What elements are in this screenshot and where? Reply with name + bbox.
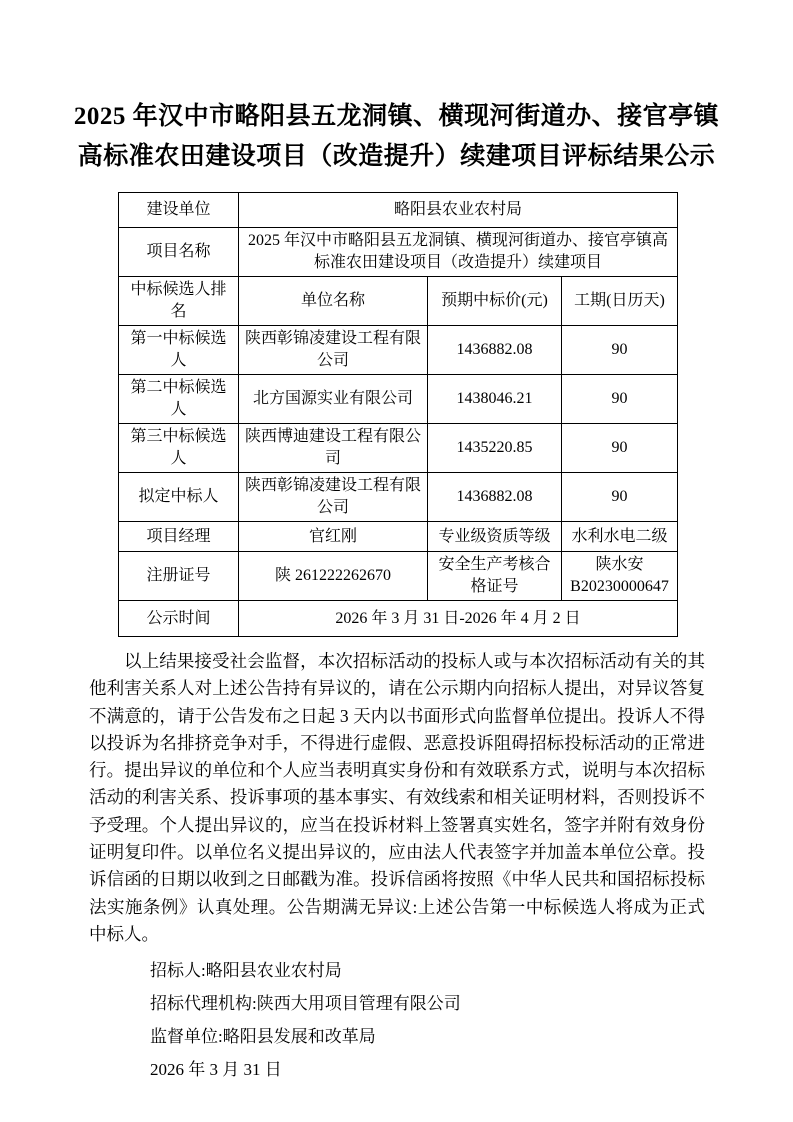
page-title-line2: 高标准农田建设项目（改造提升）续建项目评标结果公示: [77, 143, 716, 170]
row-label: 建设单位: [119, 193, 239, 228]
table-row-registration-number: [119, 552, 678, 601]
bid-result-table: [118, 192, 678, 637]
project-name-value: 2025 年汉中市略阳县五龙洞镇、横现河街道办、接官亭镇高标准农田建设项目（改造提升）续建项目: [239, 228, 678, 277]
tenderer-line: 招标人:略阳县农业农村局: [150, 961, 342, 981]
supervision-notice-paragraph: 以上结果接受社会监督，本次招标活动的投标人或与本次招标活动有关的其他利害关系人对上述公告持有异议的，请在公示期内向招标人提出，对异议答复不满意的，请于公告发布之日起 3 天内以书面形式向监督单位提出。投诉人不得以投诉为名排挤竞争对手，不得进行虚假、恶意投诉阻碍招标投标活动的正常进行。提出异议的单位和个人应当表明真实身份和有效联系方式，说明与本次招标活动的利害关系、投诉事项的基本事实、有效线索和相关证明材料，否则投诉不予受理。个人提出异议的，应当在投诉材料上签署真实姓名，签字并附有效身份证明复印件。以单位名义提出异议的，应由法人代表签字并加盖本单位公章。投诉信函的日期以收到之日邮戳为准。投诉信函将按照《中华人民共和国招标投标法实施条例》认真处理。公告期满无异议:上述公告第一中标候选人将成为正式中标人。: [89, 651, 705, 944]
safety-certificate-label: 安全生产考核合格证号: [428, 552, 562, 601]
candidate-2-company: 北方国源实业有限公司: [239, 375, 428, 424]
table-row-candidate-3: [119, 424, 678, 473]
table-row-candidate-2: [119, 375, 678, 424]
candidate-3-company: 陕西博迪建设工程有限公司: [239, 424, 428, 473]
page-title-line1: 2025 年汉中市略阳县五龙洞镇、横现河街道办、接官亭镇: [73, 103, 720, 130]
page-title: [60, 97, 733, 177]
registration-number-value: 陕 261222262670: [239, 552, 428, 601]
row-label: 第二中标候选人: [119, 375, 239, 424]
proposed-winner-company: 陕西彰锦凌建设工程有限公司: [239, 473, 428, 522]
safety-certificate-value: 陕水安 B20230000647: [562, 552, 678, 601]
table-row-publicity-period: [119, 601, 678, 637]
table-row-construction-unit: [119, 193, 678, 228]
agency-line: 招标代理机构:陕西大用项目管理有限公司: [150, 994, 461, 1014]
column-header-price: 预期中标价(元): [428, 277, 562, 326]
candidate-3-price: 1435220.85: [428, 424, 562, 473]
qualification-level-label: 专业级资质等级: [428, 522, 562, 552]
candidate-1-duration: 90: [562, 326, 678, 375]
table-row-candidate-1: [119, 326, 678, 375]
publicity-period-value: 2026 年 3 月 31 日-2026 年 4 月 2 日: [239, 601, 678, 637]
column-header-duration: 工期(日历天): [562, 277, 678, 326]
proposed-winner-duration: 90: [562, 473, 678, 522]
signature-block: [150, 954, 793, 1086]
row-label: 公示时间: [119, 601, 239, 637]
candidate-2-duration: 90: [562, 375, 678, 424]
row-label: 第一中标候选人: [119, 326, 239, 375]
candidate-1-company: 陕西彰锦凌建设工程有限公司: [239, 326, 428, 375]
table-row-proposed-winner: [119, 473, 678, 522]
candidate-1-price: 1436882.08: [428, 326, 562, 375]
candidate-2-price: 1438046.21: [428, 375, 562, 424]
candidate-3-duration: 90: [562, 424, 678, 473]
row-label: 注册证号: [119, 552, 239, 601]
qualification-level-value: 水利水电二级: [562, 522, 678, 552]
table-header-row: [119, 277, 678, 326]
row-label: 拟定中标人: [119, 473, 239, 522]
date-line: 2026 年 3 月 31 日: [150, 1060, 282, 1080]
supervisor-line: 监督单位:略阳县发展和改革局: [150, 1027, 376, 1047]
row-label: 第三中标候选人: [119, 424, 239, 473]
project-manager-name: 官红刚: [239, 522, 428, 552]
column-header-company: 单位名称: [239, 277, 428, 326]
proposed-winner-price: 1436882.08: [428, 473, 562, 522]
table-row-project-manager: [119, 522, 678, 552]
construction-unit-value: 略阳县农业农村局: [239, 193, 678, 228]
row-label: 项目名称: [119, 228, 239, 277]
column-header-rank: 中标候选人排名: [119, 277, 239, 326]
table-row-project-name: [119, 228, 678, 277]
row-label: 项目经理: [119, 522, 239, 552]
